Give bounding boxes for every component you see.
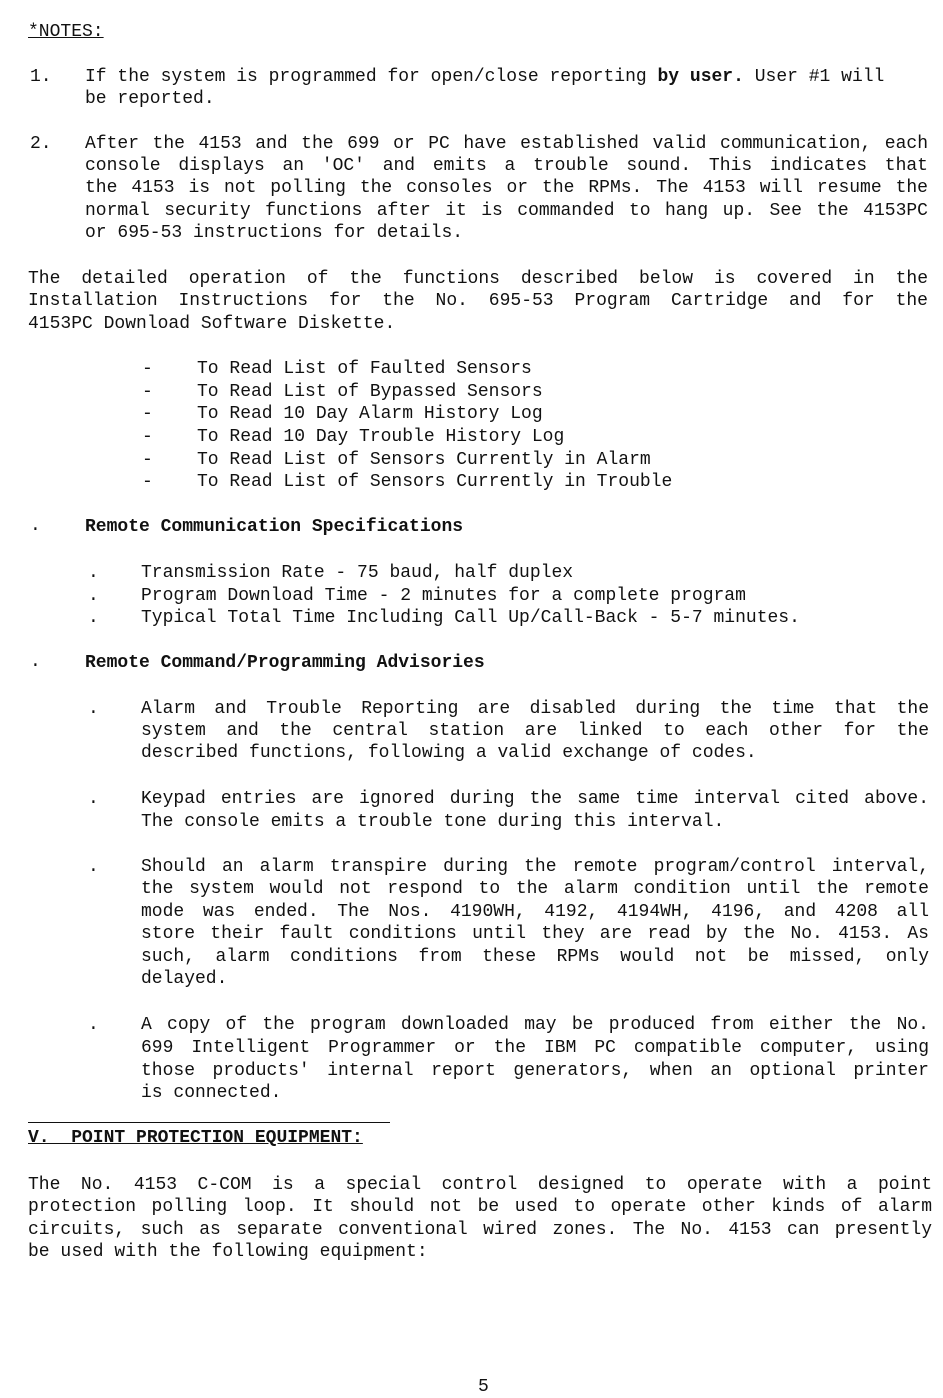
section-paragraph-line: protection polling loop. It should not be used to operate other kinds of alarm: [28, 1197, 932, 1217]
function-bullet: -: [142, 359, 153, 379]
section-paragraph-line: be used with the following equipment:: [28, 1242, 428, 1262]
specs-item: Typical Total Time Including Call Up/Call-Back - 5-7 minutes.: [141, 608, 800, 628]
advisory-3-line: store their fault conditions until they are read by the No. 4153. As: [141, 924, 929, 944]
note-1-line-1: [85, 66, 884, 88]
note-1-bold-text: by user.: [657, 67, 744, 87]
function-item: To Read 10 Day Trouble History Log: [197, 427, 565, 447]
note-2-line: After the 4153 and the 699 or PC have established valid communication, each: [85, 134, 928, 154]
specs-item: Transmission Rate - 75 baud, half duplex: [141, 563, 574, 583]
function-bullet: -: [142, 450, 153, 470]
note-1-text: If the system is programmed for open/close reporting: [85, 67, 658, 87]
intro-line: The detailed operation of the functions described below is covered in the: [28, 269, 928, 289]
intro-line: Installation Instructions for the No. 695-53 Program Cartridge and for the: [28, 291, 928, 311]
advisory-4-line: those products' internal report generators, when an optional printer: [141, 1061, 929, 1081]
advisories-heading: Remote Command/Programming Advisories: [85, 653, 485, 673]
specs-bullet: .: [88, 608, 99, 628]
advisory-4-line: A copy of the program downloaded may be produced from either the No.: [141, 1015, 929, 1035]
function-bullet: -: [142, 427, 153, 447]
advisory-2-line: Keypad entries are ignored during the same time interval cited above.: [141, 789, 929, 809]
note-2-line: console displays an 'OC' and emits a trouble sound. This indicates that: [85, 156, 928, 176]
function-item: To Read List of Sensors Currently in Alarm: [197, 450, 651, 470]
section-heading: V. POINT PROTECTION EQUIPMENT:: [28, 1128, 363, 1148]
note-2-line: normal security functions after it is commanded to hang up. See the 4153PC: [85, 201, 928, 221]
advisory-1-line: system and the central station are linked to each other for the: [141, 721, 929, 741]
function-item: To Read List of Sensors Currently in Trouble: [197, 472, 673, 492]
function-bullet: -: [142, 382, 153, 402]
specs-bullet: .: [88, 586, 99, 606]
advisory-bullet: .: [88, 1015, 99, 1035]
advisory-bullet: .: [88, 699, 99, 719]
specs-bullet: .: [30, 516, 41, 536]
note-1-line-2: be reported.: [85, 89, 215, 109]
advisory-3-line: the system would not respond to the alarm condition until the remote: [141, 879, 929, 899]
advisories-bullet: .: [30, 652, 41, 672]
page-number: 5: [478, 1377, 489, 1397]
intro-line: 4153PC Download Software Diskette.: [28, 314, 396, 334]
advisory-3-line: mode was ended. The Nos. 4190WH, 4192, 4194WH, 4196, and 4208 all: [141, 902, 929, 922]
advisory-bullet: .: [88, 789, 99, 809]
specs-heading: Remote Communication Specifications: [85, 517, 464, 537]
note-1-text-end: User #1 will: [743, 67, 885, 87]
advisory-bullet: .: [88, 857, 99, 877]
note-2-number: 2.: [30, 134, 52, 154]
advisory-3-line: delayed.: [141, 969, 228, 989]
specs-bullet: .: [88, 563, 99, 583]
advisory-3-line: such, alarm conditions from these RPMs would not be missed, only: [141, 947, 929, 967]
note-1-number: 1.: [30, 67, 52, 87]
note-2-line: or 695-53 instructions for details.: [85, 223, 464, 243]
section-rule: [28, 1122, 390, 1123]
advisory-4-line: 699 Intelligent Programmer or the IBM PC compatible computer, using: [141, 1038, 929, 1058]
function-item: To Read 10 Day Alarm History Log: [197, 404, 543, 424]
function-item: To Read List of Bypassed Sensors: [197, 382, 543, 402]
advisory-2-line: The console emits a trouble tone during this interval.: [141, 812, 725, 832]
notes-heading: *NOTES:: [28, 22, 104, 42]
section-paragraph-line: circuits, such as separate conventional wired zones. The No. 4153 can presently: [28, 1220, 932, 1240]
advisory-1-line: Alarm and Trouble Reporting are disabled during the time that the: [141, 699, 929, 719]
advisory-1-line: described functions, following a valid exchange of codes.: [141, 743, 757, 763]
function-bullet: -: [142, 404, 153, 424]
note-2-line: the 4153 is not polling the consoles or the RPMs. The 4153 will resume the: [85, 178, 928, 198]
section-paragraph-line: The No. 4153 C-COM is a special control designed to operate with a point: [28, 1175, 932, 1195]
specs-item: Program Download Time - 2 minutes for a complete program: [141, 586, 746, 606]
function-item: To Read List of Faulted Sensors: [197, 359, 532, 379]
advisory-4-line: is connected.: [141, 1083, 282, 1103]
advisory-3-line: Should an alarm transpire during the remote program/control interval,: [141, 857, 929, 877]
function-bullet: -: [142, 472, 153, 492]
